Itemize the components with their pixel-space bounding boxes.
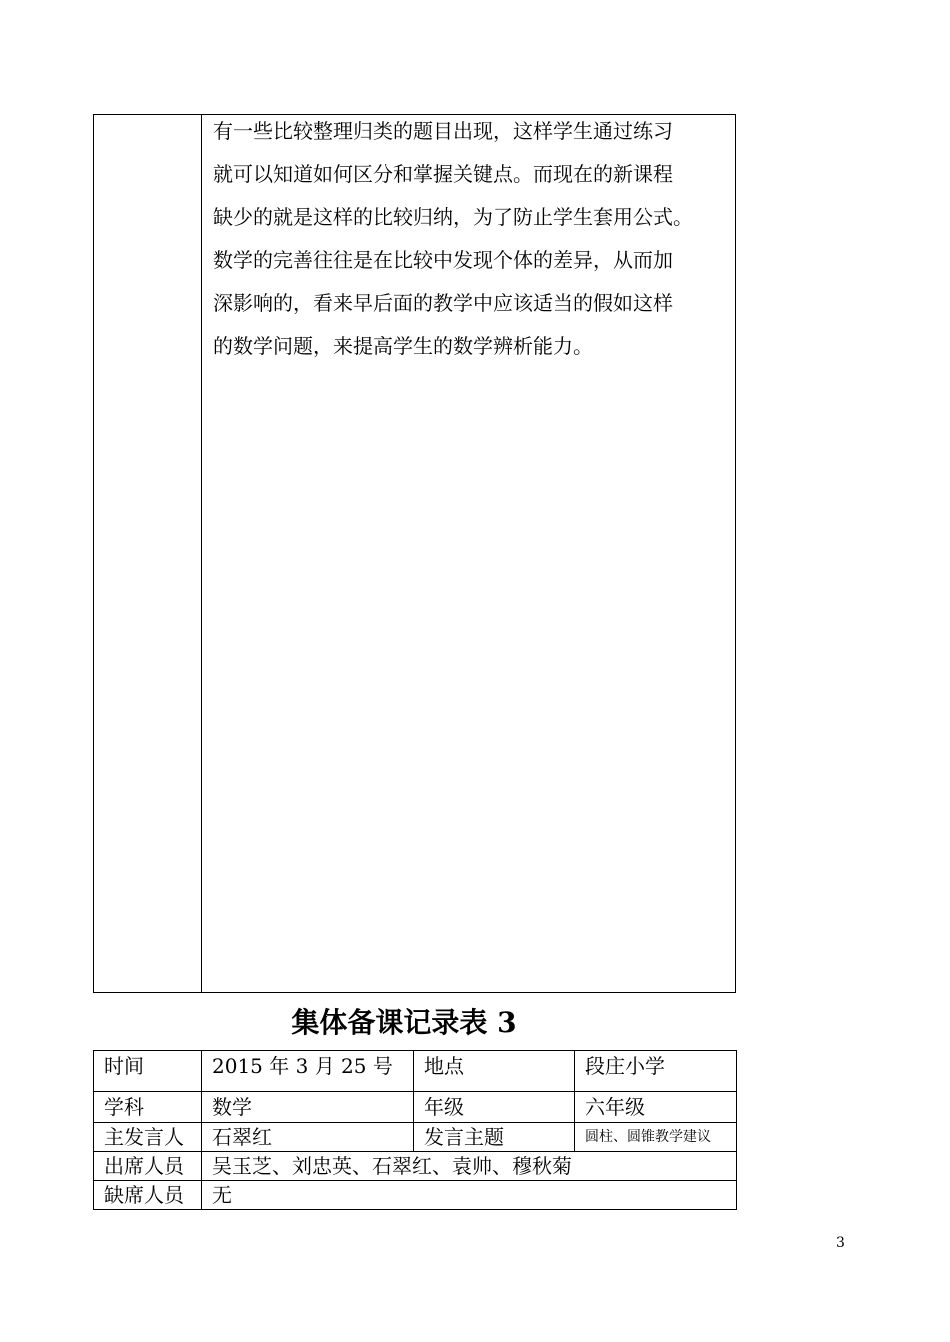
speaker-value: 石翠红 — [202, 1123, 414, 1152]
absent-value: 无 — [202, 1181, 737, 1210]
continuation-left-cell — [94, 115, 202, 992]
continuation-text — [213, 115, 723, 373]
document-title: 集体备课记录表 3 — [291, 1006, 517, 1039]
absent-label: 缺席人员 — [94, 1181, 202, 1210]
continuation-line: 数学的完善往往是在比较中发现个体的差异，从而加 — [213, 248, 673, 272]
table-row — [94, 1123, 737, 1152]
continuation-line: 缺少的就是这样的比较归纳，为了防止学生套用公式。 — [213, 205, 693, 229]
continuation-line: 就可以知道如何区分和掌握关键点。而现在的新课程 — [213, 162, 673, 186]
grade-label: 年级 — [414, 1092, 575, 1123]
speaker-label: 主发言人 — [94, 1123, 202, 1152]
continuation-line: 深影响的，看来早后面的教学中应该适当的假如这样 — [213, 291, 673, 315]
attendees-value: 吴玉芝、刘忠英、石翠红、袁帅、穆秋菊 — [202, 1152, 737, 1181]
continuation-table — [93, 114, 736, 993]
place-value: 段庄小学 — [575, 1051, 737, 1092]
record-table — [93, 1050, 737, 1210]
attendees-label: 出席人员 — [94, 1152, 202, 1181]
grade-value: 六年级 — [575, 1092, 737, 1123]
topic-label: 发言主题 — [414, 1123, 575, 1152]
table-row — [94, 1181, 737, 1210]
time-label: 时间 — [94, 1051, 202, 1092]
table-row — [94, 1152, 737, 1181]
place-label: 地点 — [414, 1051, 575, 1092]
table-row — [94, 1092, 737, 1123]
continuation-line: 的数学问题，来提高学生的数学辨析能力。 — [213, 334, 593, 358]
continuation-line: 有一些比较整理归类的题目出现，这样学生通过练习 — [213, 119, 673, 143]
topic-value: 圆柱、圆锥教学建议 — [575, 1123, 737, 1152]
time-value: 2015 年 3 月 25 号 — [202, 1051, 414, 1092]
subject-value: 数学 — [202, 1092, 414, 1123]
table-row — [94, 1051, 737, 1092]
page-number: 3 — [836, 1235, 845, 1251]
subject-label: 学科 — [94, 1092, 202, 1123]
